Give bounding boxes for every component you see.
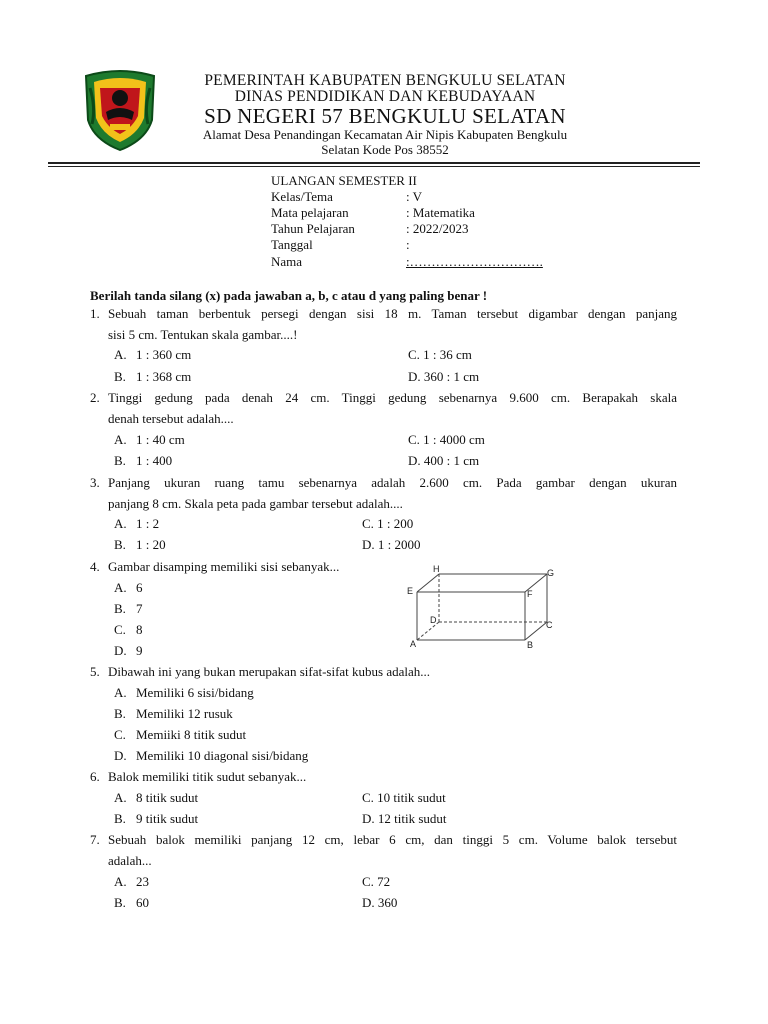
school-emblem-logo: [80, 68, 160, 152]
question-number: 2.: [90, 390, 100, 405]
option-c[interactable]: C. 10 titik sudut: [362, 790, 446, 805]
question-text: denah tersebut adalah....: [108, 411, 234, 426]
vertex-label-e: E: [407, 586, 414, 596]
letterhead-address-line1: Alamat Desa Penandingan Kecamatan Air Nipis Kabupaten Bengkulu: [202, 127, 568, 142]
option-b[interactable]: B. 1 : 20: [114, 537, 166, 552]
option-b[interactable]: B. 1 : 368 cm: [114, 369, 192, 384]
instruction-text: Berilah tanda silang (x) pada jawaban a, b, c atau d yang paling benar !: [90, 288, 488, 303]
option-d[interactable]: D. 9: [114, 643, 143, 658]
option-d[interactable]: D. 360: [362, 895, 398, 910]
option-d[interactable]: D. 360 : 1 cm: [408, 369, 480, 384]
info-value-class: : V: [406, 189, 423, 204]
question-text: Balok memiliki titik sudut sebanyak...: [108, 769, 307, 784]
header-divider-thick: [48, 162, 700, 164]
question-number: 7.: [90, 832, 100, 847]
option-b[interactable]: B. 7: [114, 601, 143, 616]
info-label-date: Tanggal: [271, 237, 313, 252]
info-value-date: :: [406, 237, 410, 252]
option-c[interactable]: C. 8: [114, 622, 143, 637]
option-d[interactable]: D. Memiliki 10 diagonal sisi/bidang: [114, 748, 309, 763]
option-d[interactable]: D. 400 : 1 cm: [408, 453, 480, 468]
info-label-name: Nama: [271, 254, 303, 269]
info-label-subject: Mata pelajaran: [271, 205, 349, 220]
question-number: 5.: [90, 664, 100, 679]
letterhead-school-name: SD NEGERI 57 BENGKULU SELATAN: [204, 104, 566, 128]
option-a[interactable]: A. 1 : 40 cm: [114, 432, 185, 447]
cuboid-figure: [405, 562, 565, 654]
option-b[interactable]: B. 1 : 400: [114, 453, 173, 468]
exam-title: ULANGAN SEMESTER II: [271, 173, 417, 188]
info-label-year: Tahun Pelajaran: [271, 221, 355, 236]
question-text: sisi 5 cm. Tentukan skala gambar....!: [108, 327, 298, 342]
vertex-label-f: F: [527, 589, 533, 599]
option-d[interactable]: D. 12 titik sudut: [362, 811, 447, 826]
question-number: 3.: [90, 475, 100, 490]
option-a[interactable]: A. 6: [114, 580, 143, 595]
vertex-label-h: H: [433, 564, 440, 574]
question-text: panjang 8 cm. Skala peta pada gambar tersebut adalah....: [108, 496, 403, 511]
question-number: 6.: [90, 769, 100, 784]
question-text: Tinggi gedung pada denah 24 cm. Tinggi gedung sebenarnya 9.600 cm. Berapakah skala: [108, 390, 677, 405]
option-b[interactable]: B. Memiliki 12 rusuk: [114, 706, 233, 721]
letterhead-government: PEMERINTAH KABUPATEN BENGKULU SELATAN: [204, 72, 566, 89]
question-number: 1.: [90, 306, 100, 321]
question-text: Gambar disamping memiliki sisi sebanyak...: [108, 559, 340, 574]
option-c[interactable]: C. 1 : 36 cm: [408, 347, 472, 362]
letterhead-address-line2: Selatan Kode Pos 38552: [321, 142, 449, 157]
option-b[interactable]: B. 9 titik sudut: [114, 811, 199, 826]
option-c[interactable]: C. 1 : 200: [362, 516, 414, 531]
letterhead-department: DINAS PENDIDIKAN DAN KEBUDAYAAN: [234, 88, 536, 105]
option-a[interactable]: A. 23: [114, 874, 149, 889]
vertex-label-g: G: [547, 568, 555, 578]
option-a[interactable]: A. 8 titik sudut: [114, 790, 199, 805]
question-text: adalah...: [108, 853, 152, 868]
option-a[interactable]: A. Memiliki 6 sisi/bidang: [114, 685, 254, 700]
question-text: Sebuah taman berbentuk persegi dengan sisi 18 m. Taman tersebut digambar dengan panjang: [108, 306, 677, 321]
option-a[interactable]: A. 1 : 2: [114, 516, 160, 531]
question-text: Sebuah balok memiliki panjang 12 cm, lebar 6 cm, dan tinggi 5 cm. Volume balok tersebut: [108, 832, 677, 847]
option-d[interactable]: D. 1 : 2000: [362, 537, 421, 552]
vertex-label-d: D: [430, 615, 437, 625]
header-divider-thin: [48, 166, 700, 167]
vertex-label-c: C: [546, 620, 553, 630]
option-c[interactable]: C. 72: [362, 874, 391, 889]
option-c[interactable]: C. 1 : 4000 cm: [408, 432, 485, 447]
vertex-label-b: B: [527, 640, 534, 650]
info-value-subject: : Matematika: [406, 205, 475, 220]
question-text: Panjang ukuran ruang tamu sebenarnya adalah 2.600 cm. Pada gambar dengan ukuran: [108, 475, 677, 490]
info-value-year: : 2022/2023: [406, 221, 469, 236]
edge-cb: [525, 622, 547, 640]
info-label-class: Kelas/Tema: [271, 189, 333, 204]
vertex-label-a: A: [410, 639, 417, 649]
option-c[interactable]: C. Memiiki 8 titik sudut: [114, 727, 247, 742]
option-b[interactable]: B. 60: [114, 895, 149, 910]
info-value-name: :………………………….: [406, 254, 543, 269]
question-text: Dibawah ini yang bukan merupakan sifat-sifat kubus adalah...: [108, 664, 431, 679]
question-number: 4.: [90, 559, 100, 574]
edge-eh: [417, 574, 439, 592]
option-a[interactable]: A. 1 : 360 cm: [114, 347, 192, 362]
